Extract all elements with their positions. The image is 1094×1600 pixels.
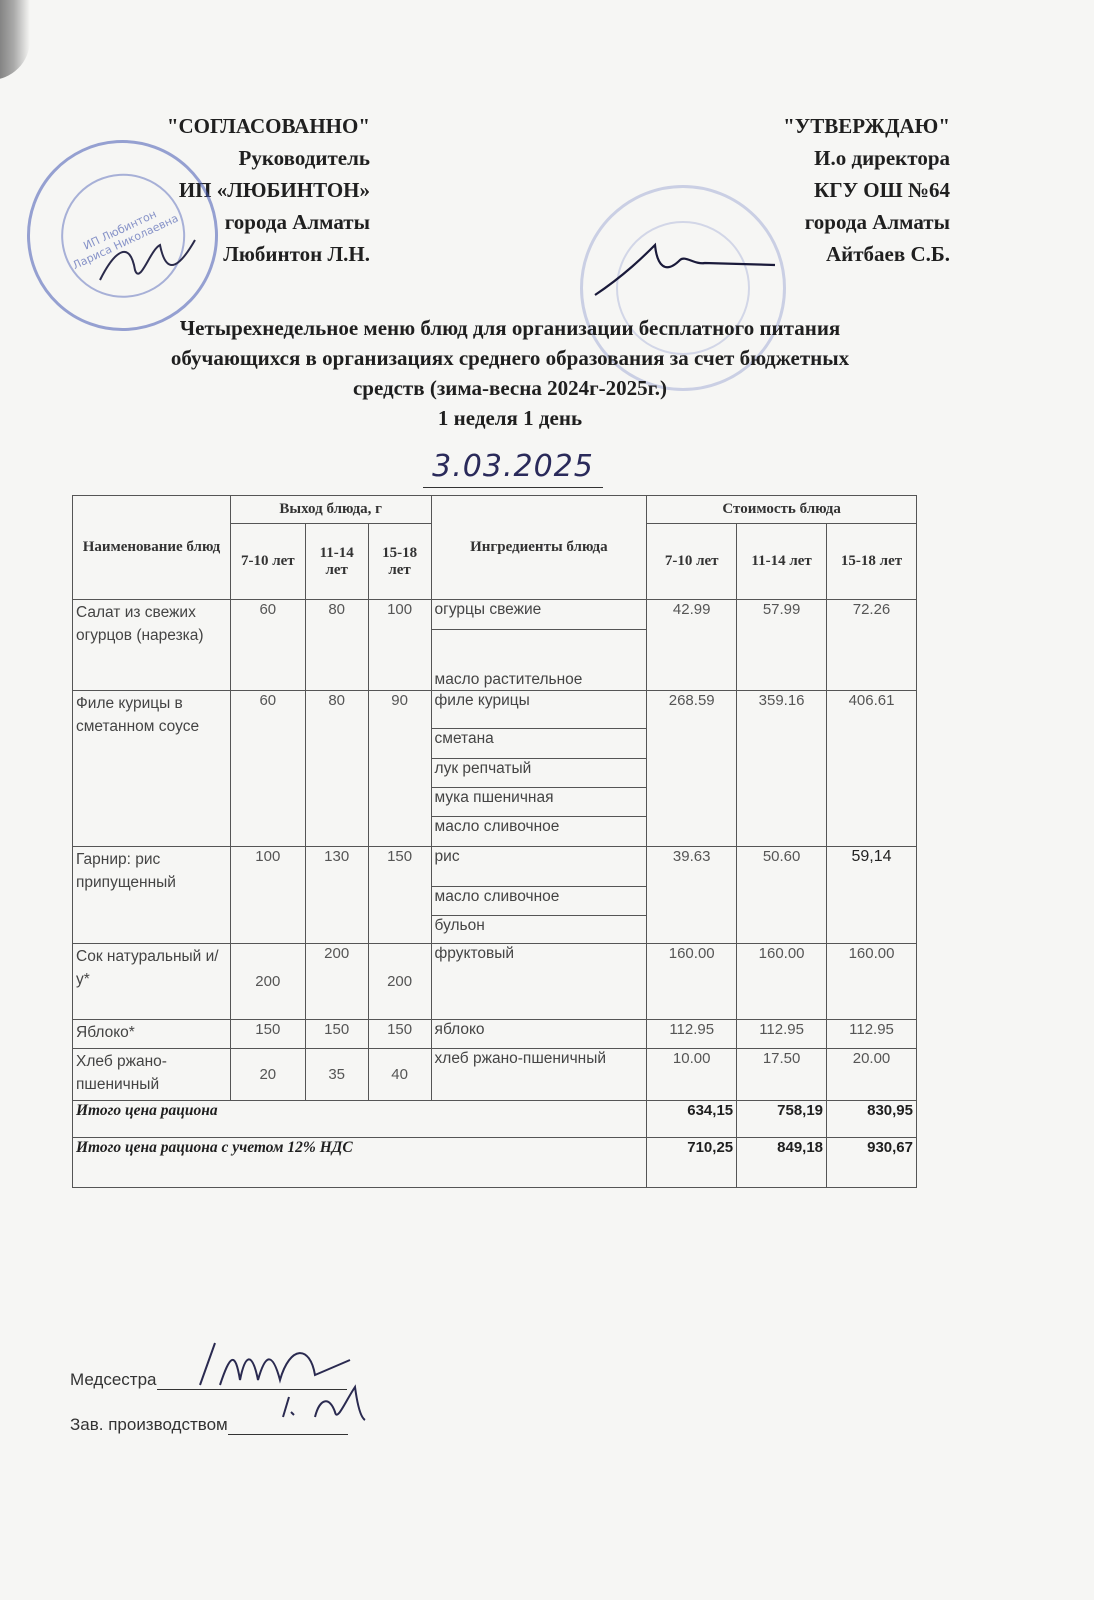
header-yield: Выход блюда, г — [230, 496, 431, 524]
cost-value: 268.59 — [647, 691, 737, 847]
dish-name: Хлеб ржано-пшеничный — [73, 1049, 231, 1101]
title-line: средств (зима-весна 2024г-2025г.) — [352, 376, 668, 400]
total-vat-value: 930,67 — [827, 1138, 917, 1188]
ingredient: филе курицы — [431, 691, 647, 729]
cost-value: 39.63 — [647, 847, 737, 944]
menu-table — [72, 495, 917, 1188]
table-row — [73, 847, 917, 887]
nurse-label: Медсестра — [70, 1370, 157, 1389]
approval-right-line: КГУ ОШ №64 — [814, 178, 950, 202]
cost-value: 72.26 — [827, 600, 917, 691]
ingredient: яблоко — [431, 1020, 647, 1049]
signature-right — [585, 235, 785, 305]
total-row — [73, 1101, 917, 1138]
ingredient: сметана — [431, 729, 647, 759]
total-vat-label: Итого цена рациона с учетом 12% НДС — [73, 1138, 647, 1188]
table-row — [73, 1049, 917, 1101]
yield-value: 200 — [305, 944, 368, 1020]
ingredient: лук репчатый — [431, 759, 647, 788]
cost-value: 406.61 — [827, 691, 917, 847]
total-value: 830,95 — [827, 1101, 917, 1138]
approval-right-line: И.о директора — [814, 146, 950, 170]
cost-value: 42.99 — [647, 600, 737, 691]
title-line: Четырехнедельное меню блюд для организации бесплатного питания — [179, 316, 841, 340]
header-dish-name: Наименование блюд — [73, 496, 231, 600]
yield-value: 80 — [305, 600, 368, 691]
yield-value: 150 — [230, 1020, 305, 1049]
dish-name: Филе курицы в сметанном соусе — [73, 691, 231, 847]
header-ingredients: Ингредиенты блюда — [431, 496, 647, 600]
signature-underline — [228, 1434, 348, 1435]
header-age-yield: 11-14 лет — [305, 524, 368, 600]
approval-right-line: Айтбаев С.Б. — [825, 242, 950, 266]
photo-corner-shadow — [0, 0, 30, 80]
yield-value: 100 — [230, 847, 305, 944]
yield-value: 150 — [368, 847, 431, 944]
yield-value: 200 — [368, 944, 431, 1020]
yield-value: 60 — [230, 600, 305, 691]
cost-value: 160.00 — [827, 944, 917, 1020]
title-line: 1 неделя 1 день — [437, 406, 583, 430]
production-signature — [275, 1382, 375, 1427]
yield-value: 150 — [305, 1020, 368, 1049]
dish-name: Салат из свежих огурцов (нарезка) — [73, 600, 231, 691]
total-label: Итого цена рациона — [73, 1101, 647, 1138]
total-value: 758,19 — [737, 1101, 827, 1138]
approval-left-heading: "СОГЛАСОВАННО" — [166, 114, 370, 138]
dish-name: Гарнир: рис припущенный — [73, 847, 231, 944]
cost-value: 160.00 — [737, 944, 827, 1020]
yield-value: 100 — [368, 600, 431, 691]
ingredient: бульон — [431, 916, 647, 944]
cost-value: 112.95 — [737, 1020, 827, 1049]
yield-value: 200 — [230, 944, 305, 1020]
total-vat-value: 849,18 — [737, 1138, 827, 1188]
yield-value: 60 — [230, 691, 305, 847]
yield-value: 150 — [368, 1020, 431, 1049]
yield-value: 20 — [230, 1049, 305, 1101]
table-row — [73, 691, 917, 729]
document-title — [70, 313, 950, 433]
cost-value: 112.95 — [647, 1020, 737, 1049]
table-row — [73, 1020, 917, 1049]
cost-value: 59,14 — [827, 847, 917, 944]
ingredient: хлеб ржано-пшеничный — [431, 1049, 647, 1101]
handwritten-date: 3.03.2025 — [423, 447, 603, 488]
total-value: 634,15 — [647, 1101, 737, 1138]
yield-value: 40 — [368, 1049, 431, 1101]
cost-value: 57.99 — [737, 600, 827, 691]
dish-name: Яблоко* — [73, 1020, 231, 1049]
signature-left — [95, 230, 205, 290]
yield-value: 130 — [305, 847, 368, 944]
production-label: Зав. производством — [70, 1415, 228, 1434]
yield-value: 35 — [305, 1049, 368, 1101]
title-line: обучающихся в организациях среднего образования за счет бюджетных — [170, 346, 850, 370]
approval-left-line: Руководитель — [238, 146, 370, 170]
cost-value: 17.50 — [737, 1049, 827, 1101]
ingredient: рис — [431, 847, 647, 887]
dish-name: Сок натуральный и/у* — [73, 944, 231, 1020]
total-vat-value: 710,25 — [647, 1138, 737, 1188]
ingredient: огурцы свежие — [431, 600, 647, 630]
table-row — [73, 600, 917, 630]
header-age-yield: 7-10 лет — [230, 524, 305, 600]
cost-value: 112.95 — [827, 1020, 917, 1049]
yield-value: 80 — [305, 691, 368, 847]
company-stamp-text: ИП Любинтон Лариса Николаевна — [40, 153, 205, 318]
table-row — [73, 944, 917, 1020]
cost-value: 10.00 — [647, 1049, 737, 1101]
cost-value: 359.16 — [737, 691, 827, 847]
header-age-yield: 15-18 лет — [368, 524, 431, 600]
yield-value: 90 — [368, 691, 431, 847]
header-age-cost: 7-10 лет — [647, 524, 737, 600]
ingredient: масло сливочное — [431, 817, 647, 847]
cost-value: 160.00 — [647, 944, 737, 1020]
approval-left-line: Любинтон Л.Н. — [223, 242, 370, 266]
approval-right-line: города Алматы — [804, 210, 950, 234]
approval-left-line: города Алматы — [224, 210, 370, 234]
total-vat-row — [73, 1138, 917, 1188]
cost-value: 20.00 — [827, 1049, 917, 1101]
approval-right-heading: "УТВЕРЖДАЮ" — [783, 114, 950, 138]
ingredient: мука пшеничная — [431, 788, 647, 817]
cost-value: 50.60 — [737, 847, 827, 944]
approval-left-line: ИП «ЛЮБИНТОН» — [178, 178, 370, 202]
ingredient: масло сливочное — [431, 887, 647, 916]
header-cost: Стоимость блюда — [647, 496, 917, 524]
ingredient: масло растительное — [431, 630, 647, 691]
header-age-cost: 15-18 лет — [827, 524, 917, 600]
ingredient: фруктовый — [431, 944, 647, 1020]
header-age-cost: 11-14 лет — [737, 524, 827, 600]
